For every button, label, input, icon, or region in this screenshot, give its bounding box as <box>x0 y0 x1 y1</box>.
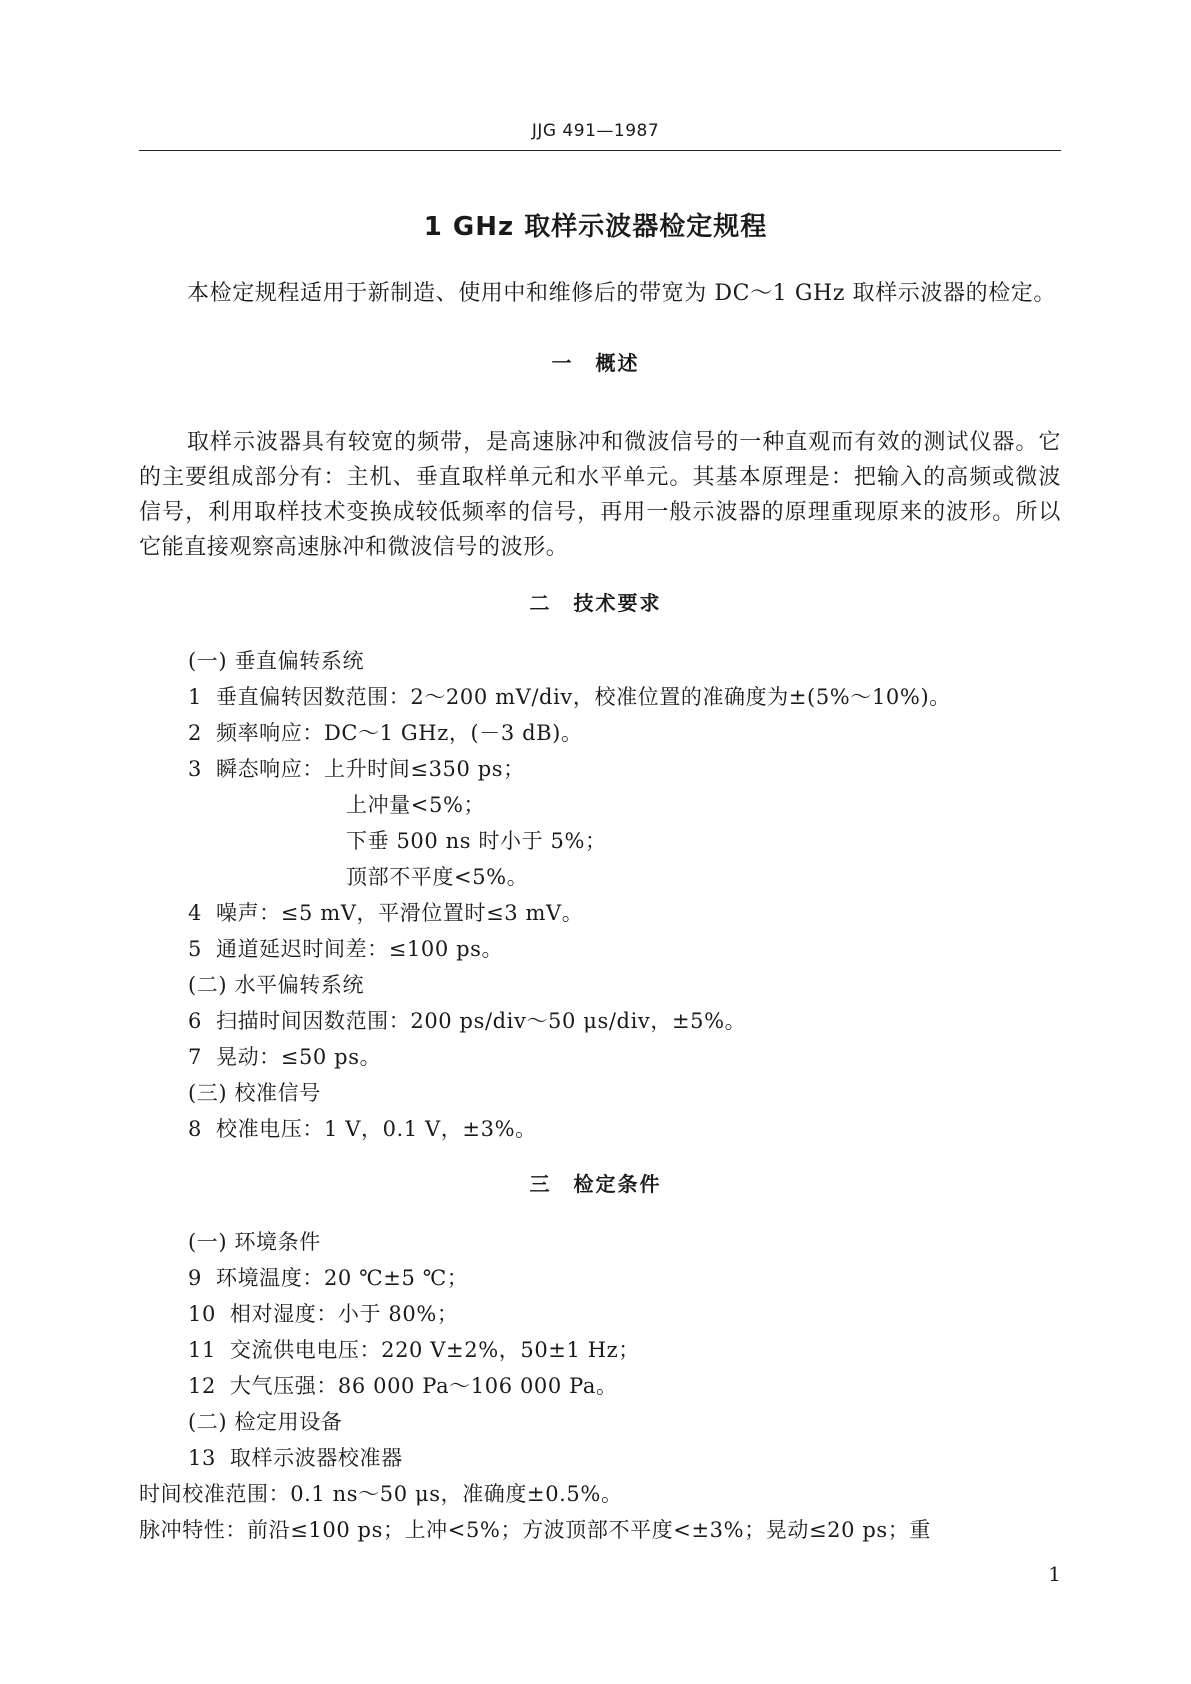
section-heading-overview <box>0 347 1191 376</box>
clause-text: 晃动：≤50 ps。 <box>215 1045 382 1069</box>
clause-item <box>188 1006 746 1036</box>
clause-item <box>188 1299 458 1329</box>
subsection-heading: (三) 校准信号 <box>188 1081 321 1105</box>
clause-text: 交流供电电压：220 V±2%，50±1 Hz； <box>229 1338 640 1362</box>
clause-continuation: 顶部不平度<5%。 <box>346 865 529 889</box>
clause-text: 环境温度：20 ℃±5 ℃； <box>215 1266 469 1290</box>
clause-number: 2 <box>188 721 202 745</box>
clause-text: 相对湿度：小于 80%； <box>229 1302 459 1326</box>
clause-item <box>188 1335 640 1365</box>
clause-text: 扫描时间因数范围：200 ps/div～50 μs/div，±5%。 <box>215 1009 747 1033</box>
section-number: 一 <box>551 351 574 375</box>
clause-number: 1 <box>188 685 202 709</box>
subsection-heading: (一) 环境条件 <box>188 1230 321 1254</box>
section-heading-tech-requirements <box>0 587 1191 616</box>
overview-paragraph: 取样示波器具有较宽的频带，是高速脉冲和微波信号的一种直观而有效的测试仪器。它的主要组成部分有：主机、垂直取样单元和水平单元。其基本原理是：把输入的高频或微波信号，利用取样技术变换成较低频率的信号，再用一般示波器的原理重现原来的波形。所以它能直接观察高速脉冲和微波信号的波形。 <box>139 430 1061 560</box>
intro-paragraph: 本检定规程适用于新制造、使用中和维修后的带宽为 DC～1 GHz 取样示波器的检定。 <box>187 281 1057 306</box>
subsection-heading: (二) 检定用设备 <box>188 1410 343 1434</box>
clause-item <box>188 1042 381 1072</box>
clause-item <box>188 1114 537 1144</box>
section-title: 检定条件 <box>573 1172 662 1196</box>
clause-text: 通道延迟时间差：≤100 ps。 <box>215 937 504 961</box>
clause-number: 7 <box>188 1045 202 1069</box>
time-calibration-line: 时间校准范围：0.1 ns～50 μs，准确度±0.5%。 <box>139 1482 623 1506</box>
clause-text: 大气压强：86 000 Pa～106 000 Pa。 <box>229 1374 618 1398</box>
subsection-heading: (一) 垂直偏转系统 <box>188 649 365 673</box>
standard-code-header: JJG 491—1987 <box>531 121 660 141</box>
clause-continuation: 上冲量<5%； <box>346 793 486 817</box>
document-title: 1 GHz 取样示波器检定规程 <box>423 212 768 242</box>
clause-text: 取样示波器校准器 <box>229 1446 403 1470</box>
clause-item <box>188 1371 618 1401</box>
section-number: 二 <box>529 591 552 615</box>
subsection-heading: (二) 水平偏转系统 <box>188 973 365 997</box>
section-title: 技术要求 <box>573 591 662 615</box>
section-heading-conditions <box>0 1168 1191 1197</box>
page-number: 1 <box>1048 1562 1061 1586</box>
clause-text: 噪声：≤5 mV，平滑位置时≤3 mV。 <box>215 901 584 925</box>
clause-item <box>188 754 525 784</box>
clause-number: 4 <box>188 901 202 925</box>
clause-item <box>188 934 503 964</box>
clause-item <box>188 1263 468 1293</box>
clause-item <box>188 718 583 748</box>
clause-number: 12 <box>188 1374 216 1398</box>
clause-number: 6 <box>188 1009 202 1033</box>
clause-number: 10 <box>188 1302 216 1326</box>
section-title: 概述 <box>595 351 640 375</box>
clause-text: 垂直偏转因数范围：2～200 mV/div，校准位置的准确度为±(5%～10%)。 <box>215 685 951 709</box>
clause-text: 频率响应：DC～1 GHz，(－3 dB)。 <box>215 721 583 745</box>
clause-number: 13 <box>188 1446 216 1470</box>
clause-item <box>188 898 583 928</box>
section-number: 三 <box>529 1172 552 1196</box>
clause-number: 5 <box>188 937 202 961</box>
clause-continuation: 下垂 500 ns 时小于 5%； <box>346 829 607 853</box>
clause-number: 3 <box>188 757 202 781</box>
clause-number: 8 <box>188 1117 202 1141</box>
clause-number: 9 <box>188 1266 202 1290</box>
clause-text: 瞬态响应：上升时间≤350 ps； <box>215 757 525 781</box>
header-rule <box>139 150 1061 151</box>
clause-number: 11 <box>188 1338 216 1362</box>
pulse-characteristics-line: 脉冲特性：前沿≤100 ps；上冲<5%；方波顶部不平度<±3%；晃动≤20 ps；重 <box>139 1518 932 1542</box>
clause-text: 校准电压：1 V，0.1 V，±3%。 <box>215 1117 537 1141</box>
clause-item <box>188 682 951 712</box>
clause-item <box>188 1443 403 1473</box>
